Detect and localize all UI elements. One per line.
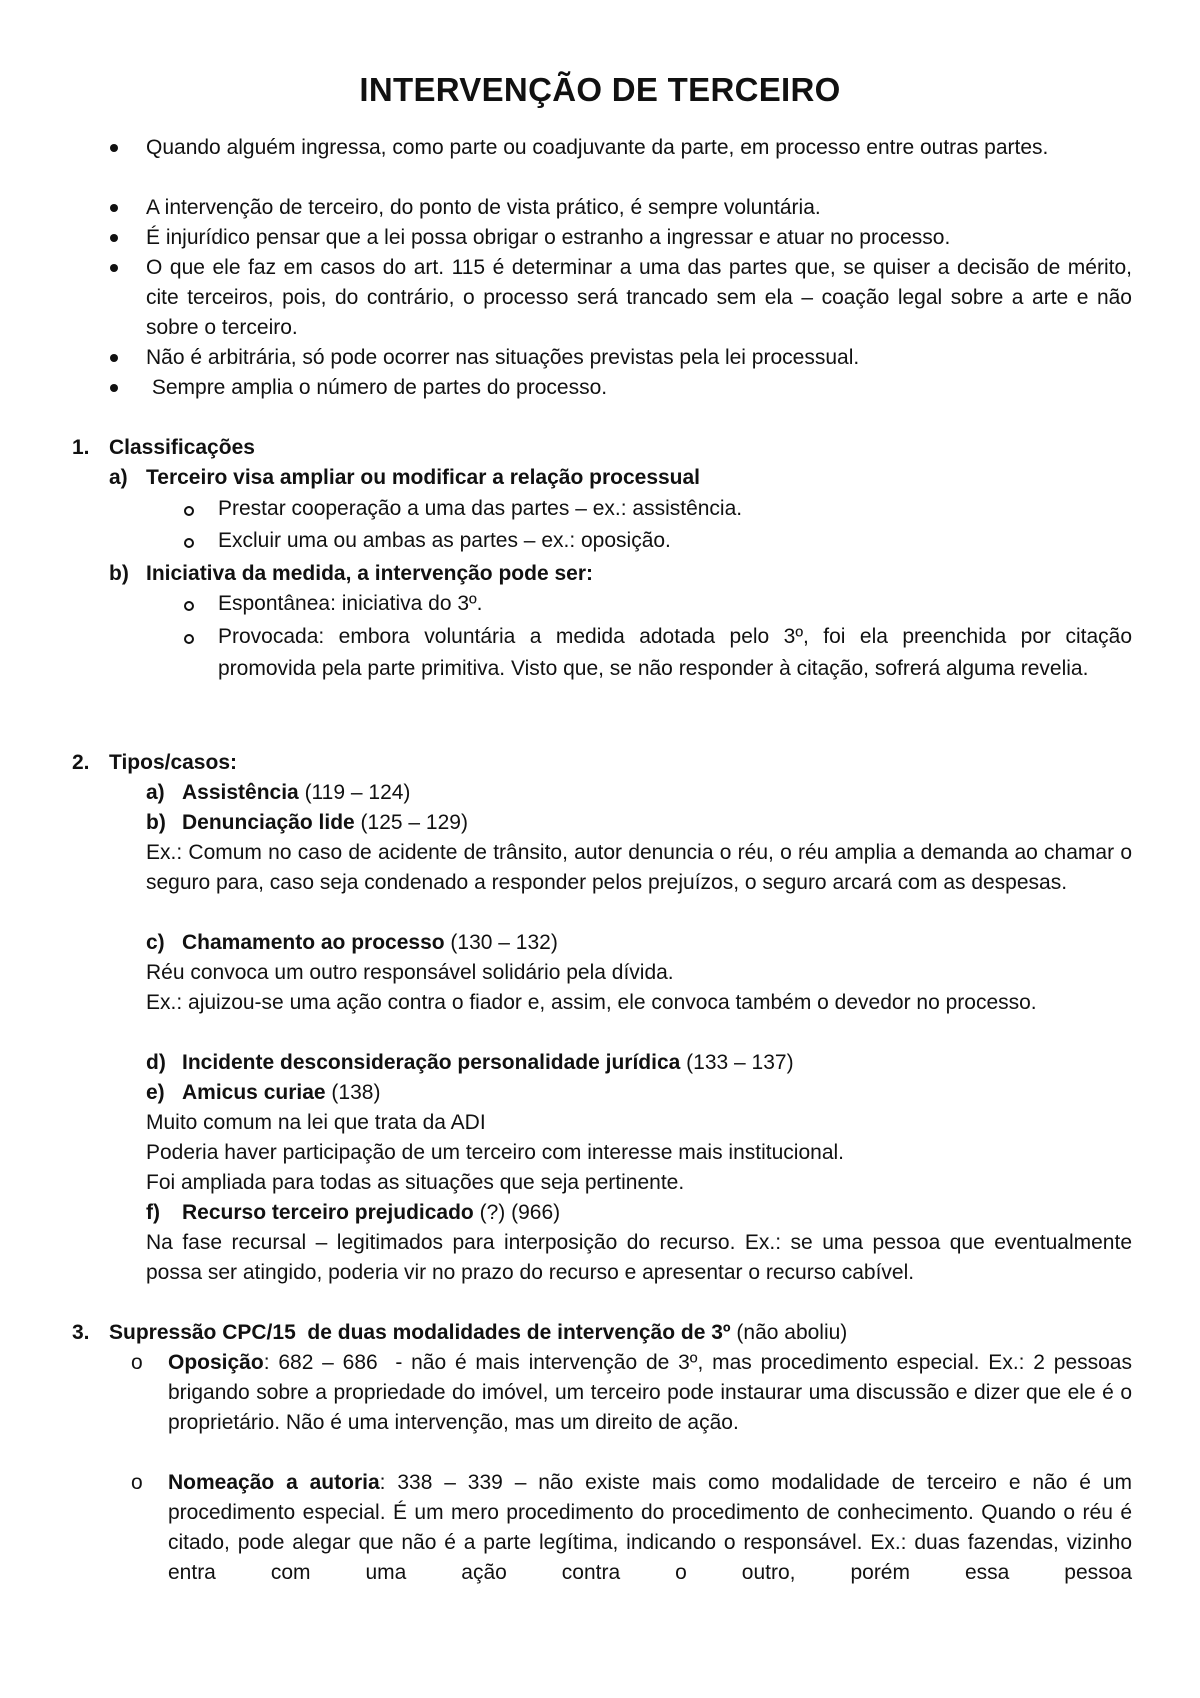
page-title: INTERVENÇÃO DE TERCEIRO [359,71,841,108]
intro-bullet-6: Sempre amplia o número de partes do processo. [146,376,608,399]
bullet-icon [110,264,118,272]
subsection-letter: b) [109,562,129,585]
bullet-icon [110,384,118,392]
section-title: Supressão CPC/15 de duas modalidades de intervenção de 3º [109,1321,731,1344]
subsection-title: Recurso terceiro prejudicado [182,1201,474,1224]
intro-bullet-3: É injurídico pensar que a lei possa obrigar o estranho a ingressar e atuar no processo. [146,226,951,249]
subsection-letter: a) [146,781,165,804]
subsection-title: Chamamento ao processo [182,931,445,954]
section-heading [109,1318,847,1348]
item-text: : 682 – 686 - não é mais intervenção de 3º, mas procedimento especial. Ex.: 2 pessoas brigando sobre a propriedade do imóvel, um terceiro pode instaurar uma discussão e dizer que ele é o proprietário. Não é uma intervenção, mas um direito de ação. [168,1351,1138,1434]
list-marker: o [131,1471,143,1494]
intro-bullet-1: Quando alguém ingressa, como parte ou coadjuvante da parte, em processo entre outras partes. [146,136,1049,159]
subsection-title: Amicus curiae [182,1081,326,1104]
subsection-heading [182,808,468,838]
article-ref: (130 – 132) [444,931,558,954]
subsection-letter: e) [146,1081,165,1104]
subsection-letter: f) [146,1201,160,1224]
item-title: Nomeação a autoria [168,1471,380,1494]
subsection-heading [182,1048,794,1078]
circle-bullet-icon [184,538,194,548]
article-ref: (?) (966) [473,1201,561,1224]
bullet-icon [110,204,118,212]
item-text: : 338 – 339 – não existe mais como modalidade de terceiro e não é um procedimento especial. É um mero procedimento do procedimento de conhecimento. Quando o réu é citado, pode alegar que não é a parte legítima, indicando o responsável. Ex.: duas fazendas, vizinho entra com uma ação contra o outro, porém essa pessoa [168,1471,1132,1584]
circle-bullet-icon [184,506,194,516]
subsection-letter: c) [146,931,165,954]
section-heading: Classificações [109,436,255,459]
subsection-letter: b) [146,811,166,834]
section-note: (não aboliu) [730,1321,848,1344]
subsection-line: Foi ampliada para todas as situações que seja pertinente. [146,1171,685,1194]
subsection-line: Réu convoca um outro responsável solidário pela dívida. [146,961,674,984]
bullet-icon [110,234,118,242]
subsection-heading: Terceiro visa ampliar ou modificar a relação processual [146,466,701,489]
subsection-heading: Iniciativa da medida, a intervenção pode ser: [146,562,593,585]
list-item-nomeacao [168,1468,1132,1588]
article-ref: (119 – 124) [298,781,411,804]
subsection-line: Poderia haver participação de um terceiro com interesse mais institucional. [146,1141,844,1164]
intro-bullet-2: A intervenção de terceiro, do ponto de vista prático, é sempre voluntária. [146,196,821,219]
circle-bullet-icon [184,601,194,611]
subsection-text: Na fase recursal – legitimados para interposição do recurso. Ex.: se uma pessoa que eventualmente possa ser atingido, poderia vir no prazo do recurso e apresentar o recurso cabível. [146,1231,1132,1284]
subsection-line: Muito comum na lei que trata da ADI [146,1111,486,1134]
subsection-text: Ex.: ajuizou-se uma ação contra o fiador e, assim, ele convoca também o devedor no processo. [146,991,1037,1014]
list-item: Espontânea: iniciativa do 3º. [218,592,483,615]
subsection-heading [182,778,410,808]
bullet-icon [110,354,118,362]
subsection-letter: a) [109,466,128,489]
subsection-heading [182,928,558,958]
section-number: 2. [72,751,90,774]
list-item: Prestar cooperação a uma das partes – ex.: assistência. [218,497,743,520]
subsection-title: Denunciação lide [182,811,355,834]
subsection-heading [182,1198,560,1228]
list-item: Excluir uma ou ambas as partes – ex.: oposição. [218,529,671,552]
circle-bullet-icon [184,634,194,644]
intro-bullet-4: O que ele faz em casos do art. 115 é determinar a uma das partes que, se quiser a decisão de mérito, cite terceiros, pois, do contrário, o processo será trancado sem ela – coação legal sobre a arte e não sobre o terceiro. [146,256,1132,339]
list-item-oposicao [168,1348,1138,1438]
list-item: Provocada: embora voluntária a medida adotada pelo 3º, foi ela preenchida por citação promovida pela parte primitiva. Visto que, se não responder à citação, sofrerá alguma revelia. [218,625,1132,680]
subsection-text: Ex.: Comum no caso de acidente de trânsito, autor denuncia o réu, o réu amplia a demanda ao chamar o seguro para, caso seja condenado a responder pelos prejuízos, o seguro arcará com as despesas. [146,841,1132,894]
bullet-icon [110,144,118,152]
article-ref: (125 – 129) [354,811,468,834]
intro-bullet-5: Não é arbitrária, só pode ocorrer nas situações previstas pela lei processual. [146,346,860,369]
list-marker: o [131,1351,143,1374]
article-ref: (133 – 137) [680,1051,794,1074]
section-heading: Tipos/casos: [109,751,237,774]
item-title: Oposição [168,1351,264,1374]
subsection-title: Assistência [182,781,299,804]
section-number: 3. [72,1321,90,1344]
article-ref: (138) [325,1081,381,1104]
subsection-letter: d) [146,1051,166,1074]
subsection-heading [182,1078,380,1108]
section-number: 1. [72,436,90,459]
subsection-title: Incidente desconsideração personalidade jurídica [182,1051,681,1074]
